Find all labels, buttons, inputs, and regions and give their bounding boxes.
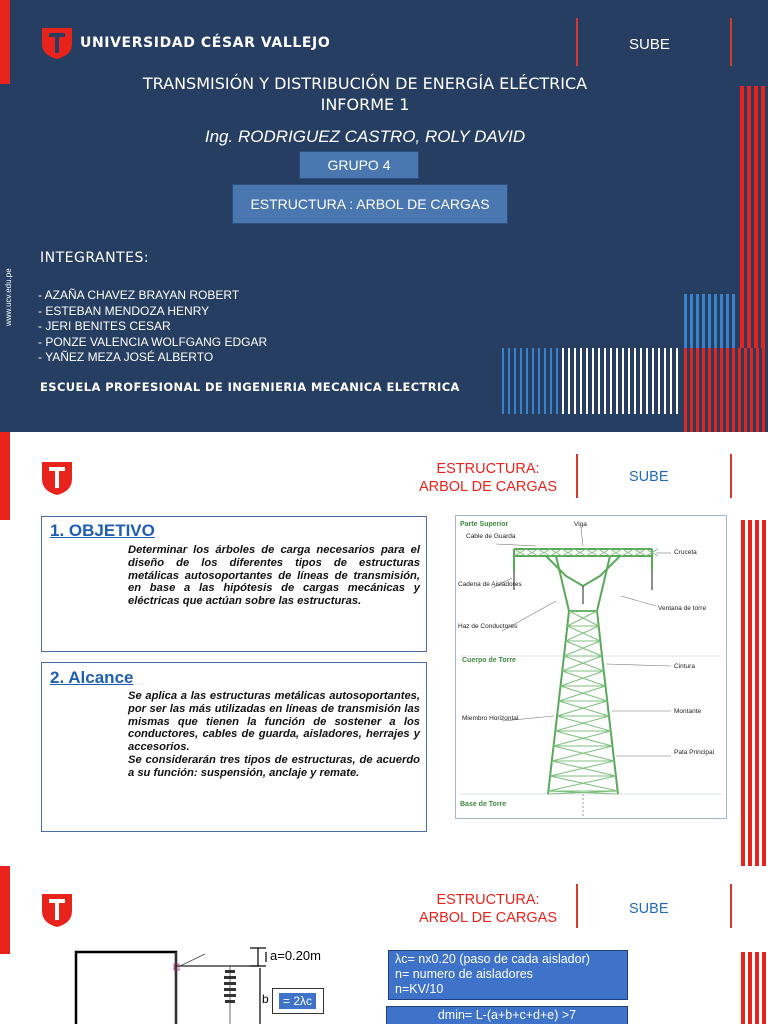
stripe	[574, 348, 576, 414]
scope-text	[128, 690, 420, 780]
divider	[576, 454, 578, 498]
label-montante: Montante	[674, 708, 702, 715]
stripe	[738, 348, 741, 432]
stripe	[664, 348, 666, 414]
stripe	[762, 952, 766, 1024]
stripe	[556, 348, 558, 414]
stripe	[762, 520, 766, 866]
stripe	[676, 348, 678, 414]
header-line: ARBOL DE CARGAS	[418, 910, 558, 926]
member-item: - PONZE VALENCIA WOLFGANG EDGAR	[38, 334, 268, 349]
report-title: INFORME 1	[320, 95, 410, 114]
stripe	[696, 294, 699, 348]
stripe	[544, 348, 546, 414]
stripe	[520, 348, 522, 414]
stripe	[604, 348, 606, 414]
dmin-box: dmin= L-(a+b+c+d+e) >7	[386, 1006, 628, 1024]
ucv-logo-icon	[40, 460, 74, 496]
teacher-name: Ing. RODRIGUEZ CASTRO, ROLY DAVID	[204, 127, 526, 146]
stripe	[726, 348, 729, 432]
stripe	[708, 348, 711, 432]
cover-slide	[0, 0, 768, 432]
label-cintura: Cintura	[674, 663, 695, 670]
member-item: - AZAÑA CHAVEZ BRAYAN ROBERT	[38, 288, 240, 302]
divider	[730, 884, 732, 928]
objective-title: 1. OBJETIVO	[50, 521, 155, 540]
stripe	[744, 348, 747, 432]
stripe	[714, 294, 717, 348]
stripe	[754, 86, 758, 348]
stripe	[696, 348, 699, 432]
header-title	[378, 460, 598, 496]
group-box: GRUPO 4	[299, 151, 419, 179]
b-formula: = 2λc	[279, 993, 316, 1009]
label-cruceta: Cruceta	[674, 549, 697, 556]
label-cuerpo: Cuerpo de Torre	[462, 657, 516, 664]
stripe	[538, 348, 540, 414]
member-item: - YAÑEZ MEZA JOSÉ ALBERTO	[38, 350, 214, 364]
label-pata: Pata Principal	[674, 749, 715, 756]
stripe	[732, 348, 735, 432]
stripe	[714, 348, 717, 432]
stripe	[640, 348, 642, 414]
label-cadena: Cadena de Aisladores	[458, 581, 522, 588]
header-line: ESTRUCTURA:	[436, 892, 540, 908]
red-accent-bar	[0, 866, 10, 954]
stripe	[720, 348, 723, 432]
stripe	[690, 348, 693, 432]
scope-panel	[41, 662, 427, 832]
objective-text: Determinar los árboles de carga necesarios para el diseño de los diferentes tipos de estructuras metálicas autosoportantes de líneas de transmisión, en base a las hipótesis de cargas mecánicas y eléctricas que actúan sobre las estructuras.	[128, 544, 420, 608]
scope-title: 2. Alcance	[50, 668, 134, 687]
stripe	[634, 348, 636, 414]
stripe	[568, 348, 570, 414]
sube-label: SUBE	[629, 469, 669, 485]
stripe	[732, 294, 735, 348]
stripe	[610, 348, 612, 414]
member-item: - ESTEBAN MENDOZA HENRY	[38, 303, 210, 318]
members-list	[38, 288, 267, 366]
divider	[730, 454, 732, 498]
b-label: b	[262, 992, 269, 1006]
stripe	[502, 348, 504, 414]
stripe	[526, 348, 528, 414]
label-haz: Haz de Conductores	[458, 623, 518, 630]
stripe	[684, 348, 687, 432]
red-accent-bar	[0, 432, 10, 520]
scope-paragraph: Se considerarán tres tipos de estructuras, de acuerdo a su función: suspensión, anclaje y remate.	[128, 753, 420, 779]
stripe	[508, 348, 510, 414]
stripe	[580, 348, 582, 414]
stripe	[750, 348, 753, 432]
member-item: - JERI BENITES CESAR	[38, 319, 171, 333]
label-parte-superior: Parte Superior	[460, 521, 509, 528]
stripe	[514, 348, 516, 414]
formula-line: n=KV/10	[395, 982, 444, 996]
tower-drawing	[456, 516, 726, 818]
stripe	[616, 348, 618, 414]
stripe	[550, 348, 552, 414]
sube-label: SUBE	[629, 36, 670, 53]
stripe	[748, 952, 752, 1024]
stripe	[690, 294, 693, 348]
label-viga: Viga	[574, 521, 587, 528]
stripe	[755, 520, 759, 866]
tower-diagram	[455, 515, 727, 819]
objective-slide	[0, 432, 768, 866]
stripe	[702, 348, 705, 432]
stripe	[720, 294, 723, 348]
stripe	[622, 348, 624, 414]
stripe	[740, 86, 744, 348]
stripe	[586, 348, 588, 414]
label-base: Base de Torre	[460, 801, 507, 808]
stripe	[646, 348, 648, 414]
pole-diagram	[70, 944, 370, 1024]
formula-line: λc= nx0.20 (paso de cada aislador)	[395, 952, 590, 966]
red-accent-bar	[0, 0, 10, 84]
label-miembro: Miembro Horizontal	[462, 715, 519, 722]
formula-box	[388, 950, 628, 1000]
stripe	[755, 952, 759, 1024]
website-vertical: www.ucv.edu.pe	[4, 268, 13, 326]
stripe	[652, 348, 654, 414]
stripe	[741, 520, 745, 866]
stripe	[658, 348, 660, 414]
stripe	[756, 348, 759, 432]
structure-box: ESTRUCTURA : ARBOL DE CARGAS	[232, 184, 508, 224]
stripe	[747, 86, 751, 348]
header-line: ESTRUCTURA:	[436, 461, 540, 477]
divider	[576, 884, 578, 928]
ucv-logo-icon	[40, 892, 74, 928]
formula-line: n= numero de aisladores	[395, 967, 533, 981]
stripe	[762, 348, 765, 432]
divider	[576, 18, 578, 66]
stripe	[741, 952, 745, 1024]
header-line: ARBOL DE CARGAS	[418, 479, 558, 495]
stripe	[708, 294, 711, 348]
objective-panel	[41, 516, 427, 652]
ucv-logo-icon	[40, 26, 74, 60]
course-title: TRANSMISIÓN Y DISTRIBUCIÓN DE ENERGÍA ELÉCTRICA	[142, 74, 588, 93]
divider	[730, 18, 732, 66]
sube-label: SUBE	[629, 901, 669, 917]
calculation-slide	[0, 866, 768, 1024]
stripe	[726, 294, 729, 348]
label-cable-guarda: Cable de Guarda	[466, 533, 516, 540]
stripe	[748, 520, 752, 866]
scope-paragraph: Se aplica a las estructuras metálicas autosoportantes, por ser las más utilizadas en líneas de transmisión las mismas que tienen la función de sostener a los conductores, cables de guarda, aisladores, herrajes y accesorios.	[128, 690, 420, 754]
stripe	[562, 348, 564, 414]
university-name: UNIVERSIDAD CÉSAR VALLEJO	[80, 35, 331, 51]
header-title	[378, 891, 598, 927]
stripe	[532, 348, 534, 414]
a-label: a=0.20m	[270, 948, 321, 963]
stripe	[592, 348, 594, 414]
b-formula-frame	[272, 988, 324, 1014]
stripe	[628, 348, 630, 414]
stripe	[702, 294, 705, 348]
school-name: ESCUELA PROFESIONAL DE INGENIERIA MECANICA ELECTRICA	[40, 380, 460, 394]
stripe	[670, 348, 672, 414]
stripe	[598, 348, 600, 414]
label-ventana: Ventana de torre	[658, 605, 707, 612]
members-title: INTEGRANTES:	[40, 250, 150, 266]
stripe	[684, 294, 687, 348]
stripe	[761, 86, 765, 348]
